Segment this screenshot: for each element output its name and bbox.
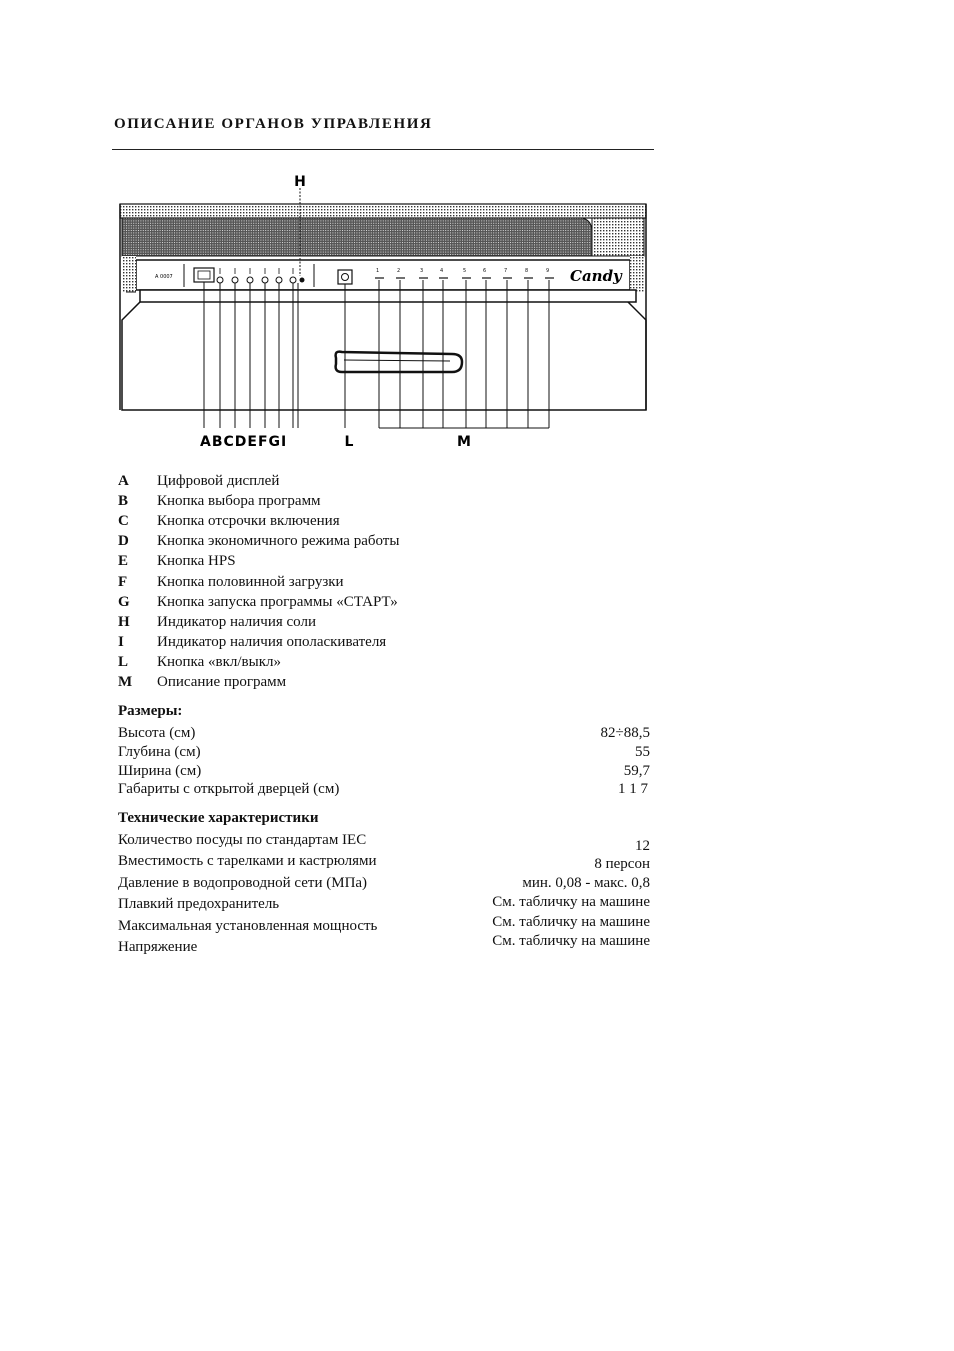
legend-text: Кнопка «вкл/выкл» (157, 654, 281, 671)
dimension-value: 1 1 7 (618, 781, 648, 797)
legend-text: Индикатор наличия соли (157, 613, 316, 630)
callout-h: H (294, 174, 306, 190)
power-button-icon (338, 270, 352, 284)
svg-text:9: 9 (546, 268, 550, 274)
technical-value: мин. 0,08 - макс. 0,8 (522, 875, 650, 891)
technical-label: Максимальная установленная мощность (118, 918, 378, 934)
legend-text: Кнопка HPS (157, 553, 236, 570)
legend-item (118, 532, 658, 552)
technical-value: См. табличку на машине (492, 894, 650, 910)
legend-item (118, 552, 658, 572)
dimension-label: Глубина (см) (118, 744, 201, 760)
title-divider (112, 149, 654, 150)
technical-label: Напряжение (118, 939, 198, 955)
dimension-label: Высота (см) (118, 725, 196, 741)
technical-label: Вместимость с тарелками и кастрюлями (118, 853, 377, 869)
legend-text: Кнопка запуска программы «СТАРТ» (157, 593, 398, 610)
svg-text:3: 3 (420, 268, 424, 274)
legend-item (118, 633, 658, 653)
legend-item (118, 471, 658, 491)
dimension-row (118, 725, 650, 742)
panel-label: A 0007 (155, 274, 173, 280)
legend-key: M (118, 674, 133, 691)
recess-area (122, 218, 592, 256)
legend-item (118, 673, 658, 693)
legend-key: G (118, 593, 130, 610)
svg-text:6: 6 (483, 268, 487, 274)
legend-key: B (118, 492, 129, 509)
svg-text:1: 1 (376, 268, 380, 274)
legend-text: Кнопка половинной загрузки (157, 573, 344, 590)
technical-value: См. табличку на машине (492, 914, 650, 930)
legend-item (118, 612, 658, 632)
callout-abcdefgi: ABCDEFGI (200, 434, 288, 450)
legend-key: E (118, 553, 129, 570)
dimension-row (118, 763, 650, 780)
callout-m: M (457, 434, 471, 450)
technical-label: Плавкий предохранитель (118, 896, 280, 912)
technical-row (118, 896, 650, 913)
legend-list (118, 471, 658, 693)
technical-label: Количество посуды по стандартам IEC (118, 832, 367, 848)
legend-item (118, 572, 658, 592)
legend-text: Кнопка экономичного режима работы (157, 533, 400, 550)
top-strip (120, 204, 646, 218)
legend-item (118, 592, 658, 612)
brand-logo: Candy (570, 267, 622, 285)
control-panel-diagram (114, 170, 654, 460)
legend-key: D (118, 533, 129, 550)
svg-text:4: 4 (440, 268, 444, 274)
door-body (122, 302, 646, 410)
technical-value: 8 персон (594, 856, 650, 872)
dimension-row (118, 781, 650, 798)
svg-text:7: 7 (504, 268, 508, 274)
legend-key: C (118, 512, 129, 529)
technical-title: Технические характеристики (118, 810, 319, 826)
dimension-value: 59,7 (623, 763, 650, 779)
legend-key: A (118, 472, 129, 489)
technical-label: Давление в водопроводной сети (МПа) (118, 875, 368, 891)
dimension-value: 82÷88,5 (600, 725, 650, 741)
technical-value: 12 (635, 838, 650, 854)
legend-text: Кнопка выбора программ (157, 492, 321, 509)
technical-row (118, 853, 650, 873)
dimension-label: Ширина (см) (118, 763, 202, 779)
dimension-value: 55 (635, 744, 650, 760)
legend-key: F (118, 573, 128, 590)
technical-row (118, 875, 650, 892)
display-icon (194, 268, 214, 282)
dimension-row (118, 744, 650, 761)
legend-text: Кнопка отсрочки включения (157, 512, 340, 529)
dimension-label: Габариты с открытой дверцей (см) (118, 781, 340, 797)
legend-item (118, 491, 658, 511)
technical-value: См. табличку на машине (492, 933, 650, 949)
legend-item (118, 511, 658, 531)
legend-item (118, 653, 658, 673)
legend-key: I (118, 634, 124, 651)
technical-row (118, 933, 650, 956)
page-title: ОПИСАНИЕ ОРГАНОВ УПРАВЛЕНИЯ (114, 116, 433, 132)
legend-key: H (118, 613, 130, 630)
svg-text:5: 5 (463, 268, 467, 274)
legend-text: Цифровой дисплей (157, 472, 280, 489)
svg-text:8: 8 (525, 268, 529, 274)
legend-text: Индикатор наличия ополаскивателя (157, 634, 387, 651)
legend-key: L (118, 654, 129, 671)
legend-text: Описание программ (157, 674, 287, 691)
technical-row (118, 832, 650, 855)
callout-l: L (344, 434, 354, 450)
svg-text:2: 2 (397, 268, 401, 274)
door-rim (140, 290, 636, 302)
dimensions-title: Размеры: (118, 703, 183, 719)
